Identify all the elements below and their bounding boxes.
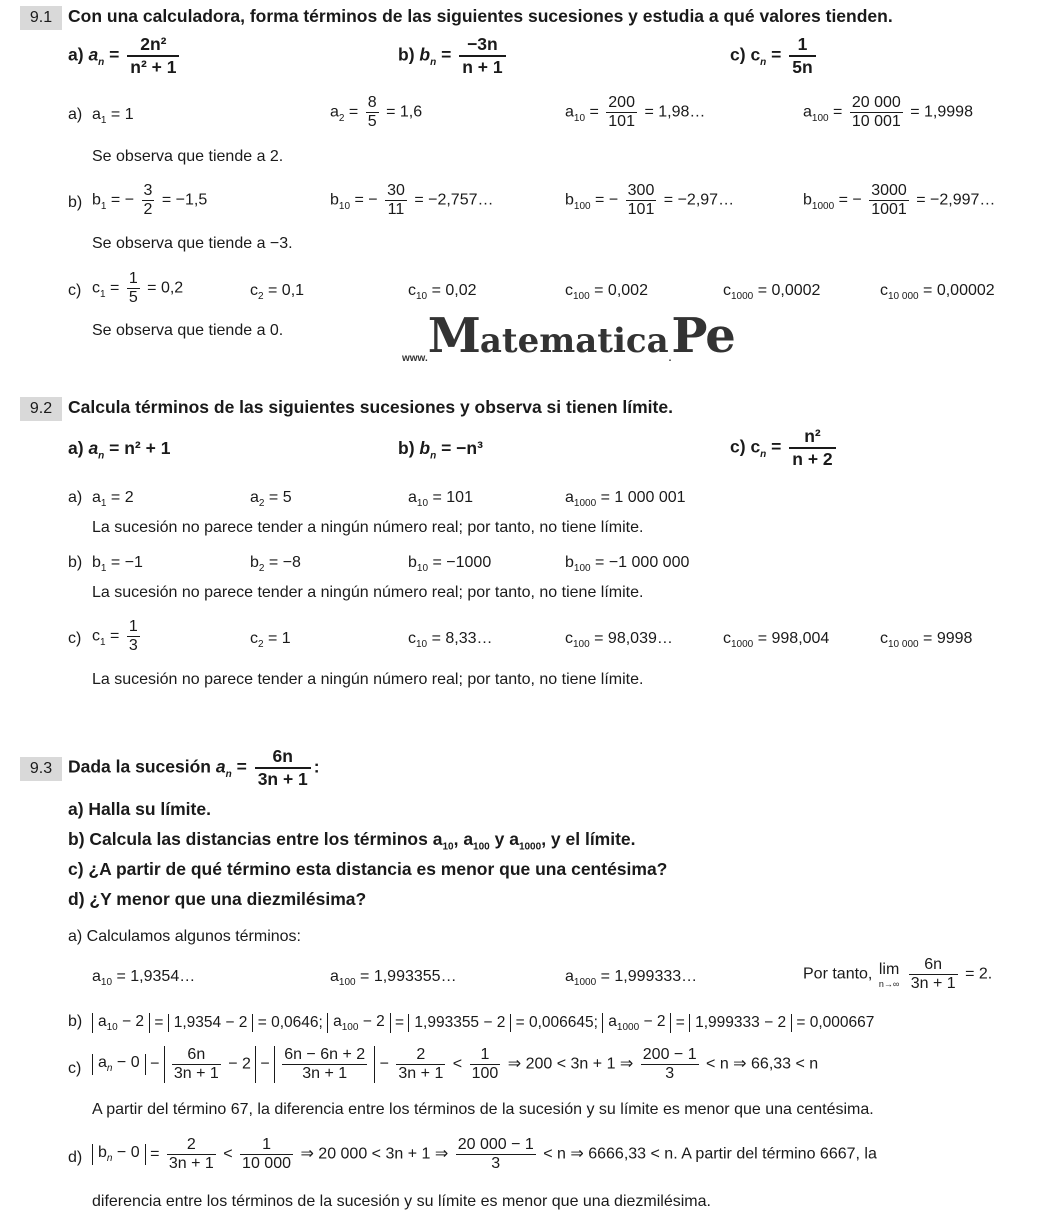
term: $b_{10} = -1000$ [408,554,492,575]
observation: La sucesión no parece tender a ningún número real; por tanto, no tiene límite. [92,584,644,601]
term: $c_{100}$ = 98,039… [565,630,673,651]
exercise-question: Dada la sucesión $a_n$ = $\frac{6n}{3n + 1}$ : [68,746,320,789]
limit-result: Por tanto, lim n→∞ $\frac{6n}{3n + 1}$ = 2. [803,956,993,992]
answer-label: a) [68,106,83,123]
conclusion: A partir del término 67, la diferencia entre los términos de la sucesión y su límite es menor que una centésima. [92,1101,874,1118]
answer-label: d) [68,1149,83,1166]
term: $a_{100}$ = 1,993355… [330,968,457,989]
term: $c_{10 000} = 0,00002$ [880,282,995,303]
answer-label: c) [68,630,82,647]
term: $c_{10} = 0,02$ [408,282,477,303]
exercise-question: Calcula términos de las siguientes sucesiones y observa si tienen límite. [68,397,673,417]
term: $a_{100}$ = $\frac{20 000}{10 001}$ = 1,9998 [803,94,973,130]
inequality-chain: $a_n - 0$ − $\frac{6n}{3n + 1}$ − 2 − $\frac{6n - 6n + 2}{3n + 1}$ − $\frac{2}{3n + 1}$ < $\frac{1}{100}$ ⇒ 200 < 3n + 1 ⇒ $\frac{200 - 1}{3}$ < n ⇒ 66,33 < n [92,1046,818,1083]
answer-label: b) [68,194,83,211]
sequence-c: c) $c_n$ = $\frac{\text{n²}}{n + 2}$ [730,426,839,470]
exercise-question: Con una calculadora, forma términos de las siguientes sucesiones y estudia a qué valores tienden. [68,6,893,26]
term: $c_2 = 1$ [250,630,291,651]
term: $b_{1000}$ = − $\frac{3000}{1001}$ = −2,997… [803,182,996,218]
term: $a_1 = 2$ [92,489,134,510]
term: $b_{100}$ = − $\frac{300}{101}$ = −2,97… [565,182,735,218]
sequence-a: a) $a_n$ = $\frac{\text{2n²}}{\text{n² + 1}}$ [68,34,182,78]
term: $a_{10}$ = $\frac{200}{101}$ = 1,98… [565,94,706,130]
term: $c_{1000} = 0,0002$ [723,282,821,303]
observation: La sucesión no parece tender a ningún número real; por tanto, no tiene límite. [92,519,644,536]
term: $c_{1000} = 998,004$ [723,630,830,651]
watermark-logo: www.Matematica.Pe [402,308,735,364]
exercise-number: 9.2 [20,397,62,421]
observation: Se observa que tiende a 2. [92,148,284,165]
sequence-c: c) $c_n$ = $\frac{1}{5n}$ [730,34,819,78]
subquestion-b: b) Calcula las distancias entre los términos $a_{10}$, $a_{100}$ y $a_{1000}$, y el límite. [68,829,636,853]
subquestion-d: d) ¿Y menor que una diezmilésima? [68,889,367,909]
answer-label: c) [68,282,82,299]
answer-label: c) [68,1060,82,1077]
observation: Se observa que tiende a −3. [92,235,293,252]
term: $c_2 = 0,1$ [250,282,305,303]
answer-label: b) [68,1013,83,1030]
term: $a_{1000}$ = 1,999333… [565,968,698,989]
exercise-number: 9.1 [20,6,62,30]
term: $b_{100} = -1$ 000 000 [565,554,690,575]
answer-label: a) [68,489,83,506]
observation: La sucesión no parece tender a ningún número real; por tanto, no tiene límite. [92,671,644,688]
term: $b_{10}$ = − $\frac{30}{11}$ = −2,757… [330,182,494,218]
term: $a_1 = 1$ [92,106,134,127]
term: $b_1 = -1$ [92,554,143,575]
term: $b_1$ = − $\frac{3}{2}$ = −1,5 [92,182,208,218]
term: $a_{10}$ = 1,9354… [92,968,196,989]
answer-intro: a) Calculamos algunos términos: [68,928,301,945]
inequality-chain: $b_n - 0$ = $\frac{2}{3n + 1}$ < $\frac{1}{10 000}$ ⇒ 20 000 < 3n + 1 ⇒ $\frac{20 000 - 1}{3}$ < n ⇒ 6666,33 < n. A partir del término 6667, la [92,1136,877,1173]
term: $c_1$ = $\frac{1}{5}$ = 0,2 [92,270,184,306]
observation: Se observa que tiende a 0. [92,322,284,339]
term: $c_{10}$ = 8,33… [408,630,493,651]
term: $c_{10 000} = 9998$ [880,630,973,651]
subquestion-a: a) Halla su límite. [68,799,211,819]
term: $c_{100} = 0,002$ [565,282,648,303]
term: $a_2$ = $\frac{8}{5}$ = 1,6 [330,94,423,130]
sequence-b: b) $b_n = -n^3$ [398,438,483,462]
sequence-b: b) $b_n$ = $\frac{-3n}{n + 1}$ [398,34,509,78]
term: $c_1$ = $\frac{1}{3}$ [92,618,138,654]
exercise-number: 9.3 [20,757,62,781]
answer-label: b) [68,554,83,571]
term: $a_2 = 5$ [250,489,292,510]
distance-calculations: $a_{10} - 2 = 1,9354 - 2 = 0,0646$; $a_{100} - 2 = 1,993355 - 2 = 0,006645$; $a_{1000} - 2 = 1,999333 - 2 = 0,000667$ [92,1013,874,1033]
term: $a_{1000} = 1$ 000 001 [565,489,686,510]
conclusion: diferencia entre los términos de la sucesión y su límite es menor que una diezmilésima. [92,1193,711,1210]
term: $a_{10} = 101$ [408,489,473,510]
sequence-a: a) $a_n = n^2 + 1$ [68,438,171,462]
term: $b_2 = -8$ [250,554,301,575]
subquestion-c: c) ¿A partir de qué término esta distancia es menor que una centésima? [68,859,668,879]
